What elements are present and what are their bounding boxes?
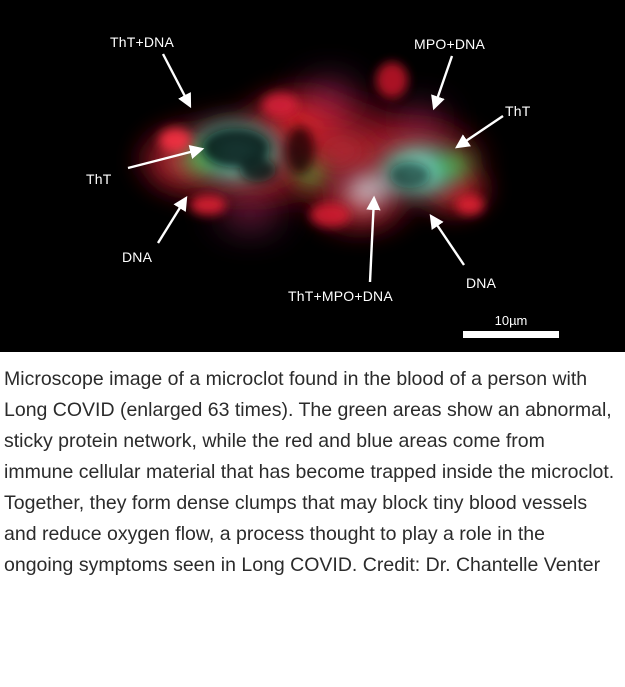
annotation-label-dna-left: DNA xyxy=(122,249,153,265)
annotation-label-mpo-dna: MPO+DNA xyxy=(414,36,486,52)
annotation-label-tht-mpo-dna: ThT+MPO+DNA xyxy=(288,288,393,304)
annotation-label-tht-left: ThT xyxy=(86,171,112,187)
annotation-label-dna-right: DNA xyxy=(466,275,497,291)
scale-bar-label: 10µm xyxy=(494,313,528,328)
annotation-label-tht-dna: ThT+DNA xyxy=(110,34,175,50)
figure-caption: Microscope image of a microclot found in the blood of a person with Long COVID (enlarged 63 times). The green areas show an abnormal, sticky protein network, while the red and blue areas come from immune cellular material that has become trapped inside the microclot. Together, they form dense clumps that may block tiny blood vessels and reduce oxygen flow, a process thought to play a role in the ongoing symptoms seen in Long COVID. Credit: Dr. Chantelle Venter xyxy=(0,352,625,589)
scale-bar xyxy=(463,313,559,338)
scale-bar-line xyxy=(463,331,559,338)
annotation-label-tht-right: ThT xyxy=(505,103,531,119)
